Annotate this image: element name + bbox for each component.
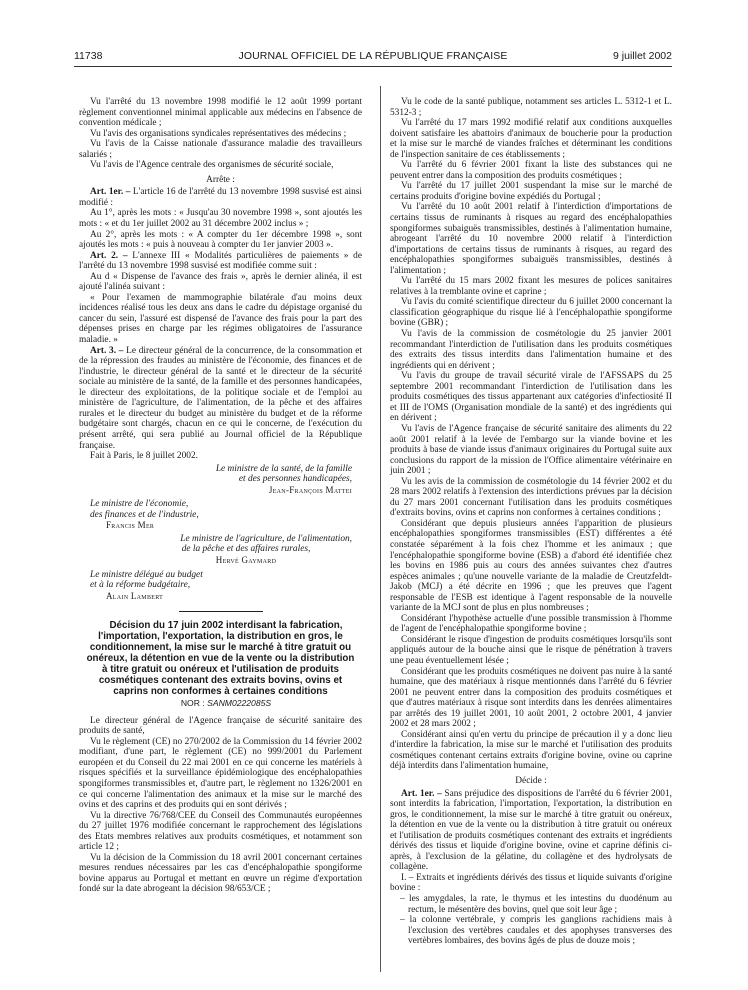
paragraph: Considérant l'hypothèse actuelle d'une possible transmission à l'homme de l'agent de l'encéphalopathie spongiforme bovine ;: [390, 613, 672, 635]
paragraph: Vu le règlement (CE) no 270/2002 de la Commission du 14 février 2002 modifiant, d'une part, le règlement (CE) no 999/2001 du Parlement européen et du Conseil du 22 mai 2001 en ce qui concerne les matériels à risques spécifiés et la surveillance épidémiologique des encéphalopathies spongiformes transmissibles et, d'autre part, le règlement no 1326/2001 en ce qui concerne l'alimentation des animaux et la mise sur le marché des ovins et des caprins et des produits qui en sont dérivés ;: [79, 736, 362, 811]
paragraph: Au 1°, après les mots : « Jusqu'au 30 novembre 1998 », sont ajoutés les mots : « et du 1er juillet 2002 au 31 décembre 2002 inclus » ;: [79, 208, 362, 230]
article-label: Art. 1er. –: [90, 187, 131, 198]
article-1: Art. 1er. – L'article 16 de l'arrêté du 13 novembre 1998 susvisé est ainsi modifié :: [79, 187, 362, 208]
paragraph: Considérant que depuis plusieurs années l'apparition de plusieurs encéphalopathies spongiformes transmissibles (EST) différentes a été constatée séparément à la fois chez l'homme et les animaux ; que l'encéphalopathie spongiforme bovine (ESB) a d'abord été identifiée chez les bovins en 1986 puis au cours des années suivantes chez d'autres espèces animales ; qu'une nouvelle variante de la maladie de Creutzfeldt-Jakob (MCJ) a été décrite en 1996 ; que les preuves que l'agent responsable de l'ESB est identique à l'agent responsable de la nouvelle variante de la MCJ sont de plus en plus nombreuses ;: [390, 518, 672, 614]
signatory-role: Le ministre de l'agriculture, de l'alimentation,: [180, 533, 352, 544]
issue-date: 9 juillet 2002: [613, 50, 672, 62]
signatory-name: Alain Lambert: [106, 590, 164, 601]
page-header: [74, 50, 672, 66]
paragraph: Vu l'avis de la commission de cosmétologie du 25 janvier 2001 recommandant l'interdiction de l'utilisation dans les produits cosmétiques des extraits des tissus interdits dans l'alimentation humaine et des ingrédients qui en dérivent ;: [390, 329, 672, 371]
section-separator: [179, 611, 263, 612]
signatory-name: Hervé Gaymard: [215, 554, 277, 565]
arrete-heading: Arrête :: [206, 174, 235, 185]
paragraph: Vu l'arrêté du 17 juillet 2001 suspendant la mise sur le marché de certains produits d'origine bovine expédiés du Portugal ;: [390, 181, 672, 202]
list-item: – la colonne vertébrale, y compris les ganglions rachidiens mais à l'exclusion des vertèbres caudales et des apophyses transverses des vertèbres lombaires, des bovins âgés de plus de douze mois ;: [390, 915, 672, 947]
paragraph: Vu le code de la santé publique, notamment ses articles L. 5312-1 et L. 5312-3 ;: [390, 97, 672, 118]
paragraph: Considérant le risque d'ingestion de produits cosmétiques lorsqu'ils sont appliqués autour de la bouche ainsi que le risque de pénétration à travers une peau éventuellement lésée ;: [390, 634, 672, 666]
paragraph: Considérant ainsi qu'en vertu du principe de précaution il y a donc lieu d'interdire la fabrication, la mise sur le marché et l'utilisation des produits cosmétiques contenant certains extraits d'origine bovine, ovine ou caprine déjà interdits dans l'alimentation humaine,: [390, 729, 672, 772]
signatory-role: Le ministre de l'économie,: [90, 499, 189, 510]
article-label: Art. 3. –: [90, 345, 124, 356]
paragraph: Vu l'avis de l'Agence centrale des organismes de sécurité sociale,: [90, 160, 334, 171]
paragraph: Vu l'avis de la Caisse nationale d'assurance maladie des travailleurs salariés ;: [79, 139, 362, 160]
paragraph: Vu l'avis de l'Agence française de sécurité sanitaire des aliments du 22 août 2001 relatif à la levée de l'embargo sur la viande bovine et les produits à base de viande issus d'animaux originaires du Portugal suite aux conclusions du rapport de la mission de l'Office alimentaire vétérinaire en juin 2001 ;: [390, 423, 672, 477]
signatory-role: de la pêche et des affaires rurales,: [181, 544, 311, 555]
signatory-role: Le ministre délégué au budget: [90, 569, 203, 580]
paragraph: Vu l'arrêté du 15 mars 2002 fixant les mesures de polices sanitaires relatives à la tremblante ovine et caprine ;: [390, 276, 672, 297]
paragraph: Au d « Dispense de l'avance des frais », après le dernier alinéa, il est ajouté l'alinéa suivant :: [79, 271, 362, 293]
signatory-role: et des personnes handicapées,: [238, 474, 352, 485]
article-1: Art. 1er. – Sans préjudice des dispositions de l'arrêté du 6 février 2001, sont interdits la fabrication, l'importation, l'exportation, la distribution en gros, le conditionnement, la mise sur le marché à titre gratuit ou onéreux, la détention en vue de la vente ou la distribution à titre gratuit ou onéreux et l'utilisation de produits cosmétiques contenant des extraits et ingrédients dérivés des tissus et liquide d'origine bovine, ovine et caprine définis ci-après, à l'exclusion de la gélatine, du collagène et des hydrolysats de collagène.: [390, 788, 672, 873]
signatory-name: Francis Mer: [106, 520, 155, 531]
decision-title: Décision du 17 juin 2002 interdisant la fabrication, l'importation, l'exportation, la distribution en gros, le conditionnement, la mise sur le marché à titre gratuit ou onéreux, la détention en vue de la vente ou la distribution à titre gratuit ou onéreux et l'utilisation de produits cosmétiques contenant des extraits bovins, ovins et caprins non conformes à certaines conditions: [86, 620, 355, 698]
paragraph: Vu l'arrêté du 6 février 2001 fixant la liste des substances qui ne peuvent entrer dans la composition des produits cosmétiques ;: [390, 160, 672, 181]
paragraph: Vu l'arrêté du 10 août 2001 relatif à l'interdiction d'importations de certains tissus de ruminants à risques au regard des encéphalopathies spongiformes subaiguës transmissibles, destinés à l'alimentation humaine, abrogeant l'arrêté du 10 novembre 2000 relatif à l'interdiction d'importations de certains tissus de ruminants à risques, au regard des encéphalopathies spongiformes subaiguës transmissibles, destinés à l'alimentation ;: [390, 202, 672, 276]
article-label: Art. 1er. –: [401, 788, 442, 799]
right-column: [390, 97, 672, 947]
paragraph: Vu la décision de la Commission du 18 avril 2001 concernant certaines mesures rendues nécessaires par les cas d'encéphalopathie spongiforme bovine apparus au Portugal et mettant en œuvre un régime d'exportation fondé sur la date abrogeant la décision 98/653/CE ;: [79, 852, 362, 895]
article-2: Art. 2. – L'annexe III « Modalités particulières de paiements » de l'arrêté du 13 novembre 1998 susvisé est modifiée comme suit :: [79, 250, 362, 272]
signing-place-date: Fait à Paris, le 8 juillet 2002.: [90, 451, 198, 462]
nor-reference: NOR : SANM0222085S: [180, 698, 272, 709]
signatory-name: Jean-François Mattei: [268, 484, 352, 495]
paragraph: Le directeur général de l'Agence française de sécurité sanitaire des produits de santé,: [79, 715, 362, 737]
left-column: [79, 97, 362, 895]
paragraph: I. – Extraits et ingrédients dérivés des tissus et liquide suivants d'origine bovine :: [390, 872, 672, 894]
signatory-role: des finances et de l'industrie,: [90, 509, 199, 520]
paragraph: « Pour l'examen de mammographie bilatérale d'au moins deux incidences réalisé tous les deux ans dans le cadre du dépistage organisé du cancer du sein, l'assuré est dispensé de l'avance des frais pour la part des dépenses prises en charge par les régimes obligatoires de l'assurance maladie. »: [79, 292, 362, 346]
paragraph: Vu l'avis du comité scientifique directeur du 6 juillet 2000 concernant la classification géographique du risque lié à l'encéphalopathie spongiforme bovine (GBR) ;: [390, 297, 672, 329]
paragraph: Vu les avis de la commission de cosmétologie du 14 février 2002 et du 28 mars 2002 relatifs à l'extension des interdictions prévues par la décision du 27 mars 2001 concernant l'utilisation dans les produits cosmétiques d'extraits bovins, ovins et caprins non conformes à certaines conditions ;: [390, 476, 672, 519]
article-3: Art. 3. – Le directeur général de la concurrence, de la consommation et de la répression des fraudes au ministère de l'économie, des finances et de l'industrie, le directeur général de la santé et le directeur de la sécurité sociale au ministère de la santé, de la famille et des personnes handicapées, le directeur des exploitations, de la politique sociale et de l'emploi au ministère de l'agriculture, de l'alimentation, de la pêche et des affaires rurales et le directeur du budget au ministère du budget et de la réforme budgétaire sont chargés, chacun en ce qui le concerne, de l'exécution du présent arrêté, qui sera publié au Journal officiel de la République française.: [79, 345, 362, 451]
tissue-list: [390, 894, 672, 947]
signatory-role: Le ministre de la santé, de la famille: [215, 463, 352, 474]
signatory-role: et à la réforme budgétaire,: [90, 580, 191, 591]
paragraph: Vu l'avis des organisations syndicales représentatives des médecins ;: [90, 128, 347, 139]
paragraph: Vu l'arrêté du 17 mars 1992 modifié relatif aux conditions auxquelles doivent satisfaire les abattoirs d'animaux de boucherie pour la production et la mise sur le marché de viandes fraîches et déterminant les conditions de l'inspection sanitaire de ces établissements ;: [390, 118, 672, 160]
decide-heading: Décide :: [515, 776, 547, 786]
paragraph: Vu l'arrêté du 13 novembre 1998 modifié le 12 août 1999 portant règlement conventionnel minimal applicable aux médecins en l'absence de convention médicale ;: [79, 97, 362, 129]
journal-title: JOURNAL OFFICIEL DE LA RÉPUBLIQUE FRANÇAISE: [238, 50, 508, 62]
paragraph: Au 2°, après les mots : « A compter du 1er décembre 1998 », sont ajoutés les mots : « puis à nouveau à compter du 1er janvier 2003 ».: [79, 229, 362, 251]
paragraph: Vu la directive 76/768/CEE du Conseil des Communautés européennes du 27 juillet 1976 modifiée concernant le rapprochement des législations des Etats membres relatives aux produits cosmétiques, et notamment son article 12 ;: [79, 810, 362, 853]
column-divider: [380, 86, 381, 972]
list-item: – les amygdales, la rate, le thymus et les intestins du duodénum au rectum, le mésentère des bovins, quel que soit leur âge ;: [390, 894, 672, 915]
signatures: [79, 464, 362, 602]
article-label: Art. 2. –: [90, 250, 128, 261]
header-rule: [74, 66, 672, 67]
paragraph: Vu l'avis du groupe de travail sécurité virale de l'AFSSAPS du 25 septembre 2001 recommandant l'interdiction de l'utilisation dans les produits cosmétiques des tissus appartenant aux catégories d'infectiosité II et III de l'OMS (Organisation mondiale de la santé) et des ingrédients qui en dérivent ;: [390, 371, 672, 424]
page-number: 11738: [74, 50, 103, 62]
paragraph: Considérant que les produits cosmétiques ne doivent pas nuire à la santé humaine, que des matériaux à risque mentionnés dans l'arrêté du 6 février 2001 ne peuvent entrer dans la composition des produits cosmétiques et que d'autres matériaux à risque sont interdits dans les denrées alimentaires par arrêtés des 19 juillet 2001, 10 août 2001, 2 octobre 2001, 4 janvier 2002 et 28 mars 2002 ;: [390, 666, 672, 730]
